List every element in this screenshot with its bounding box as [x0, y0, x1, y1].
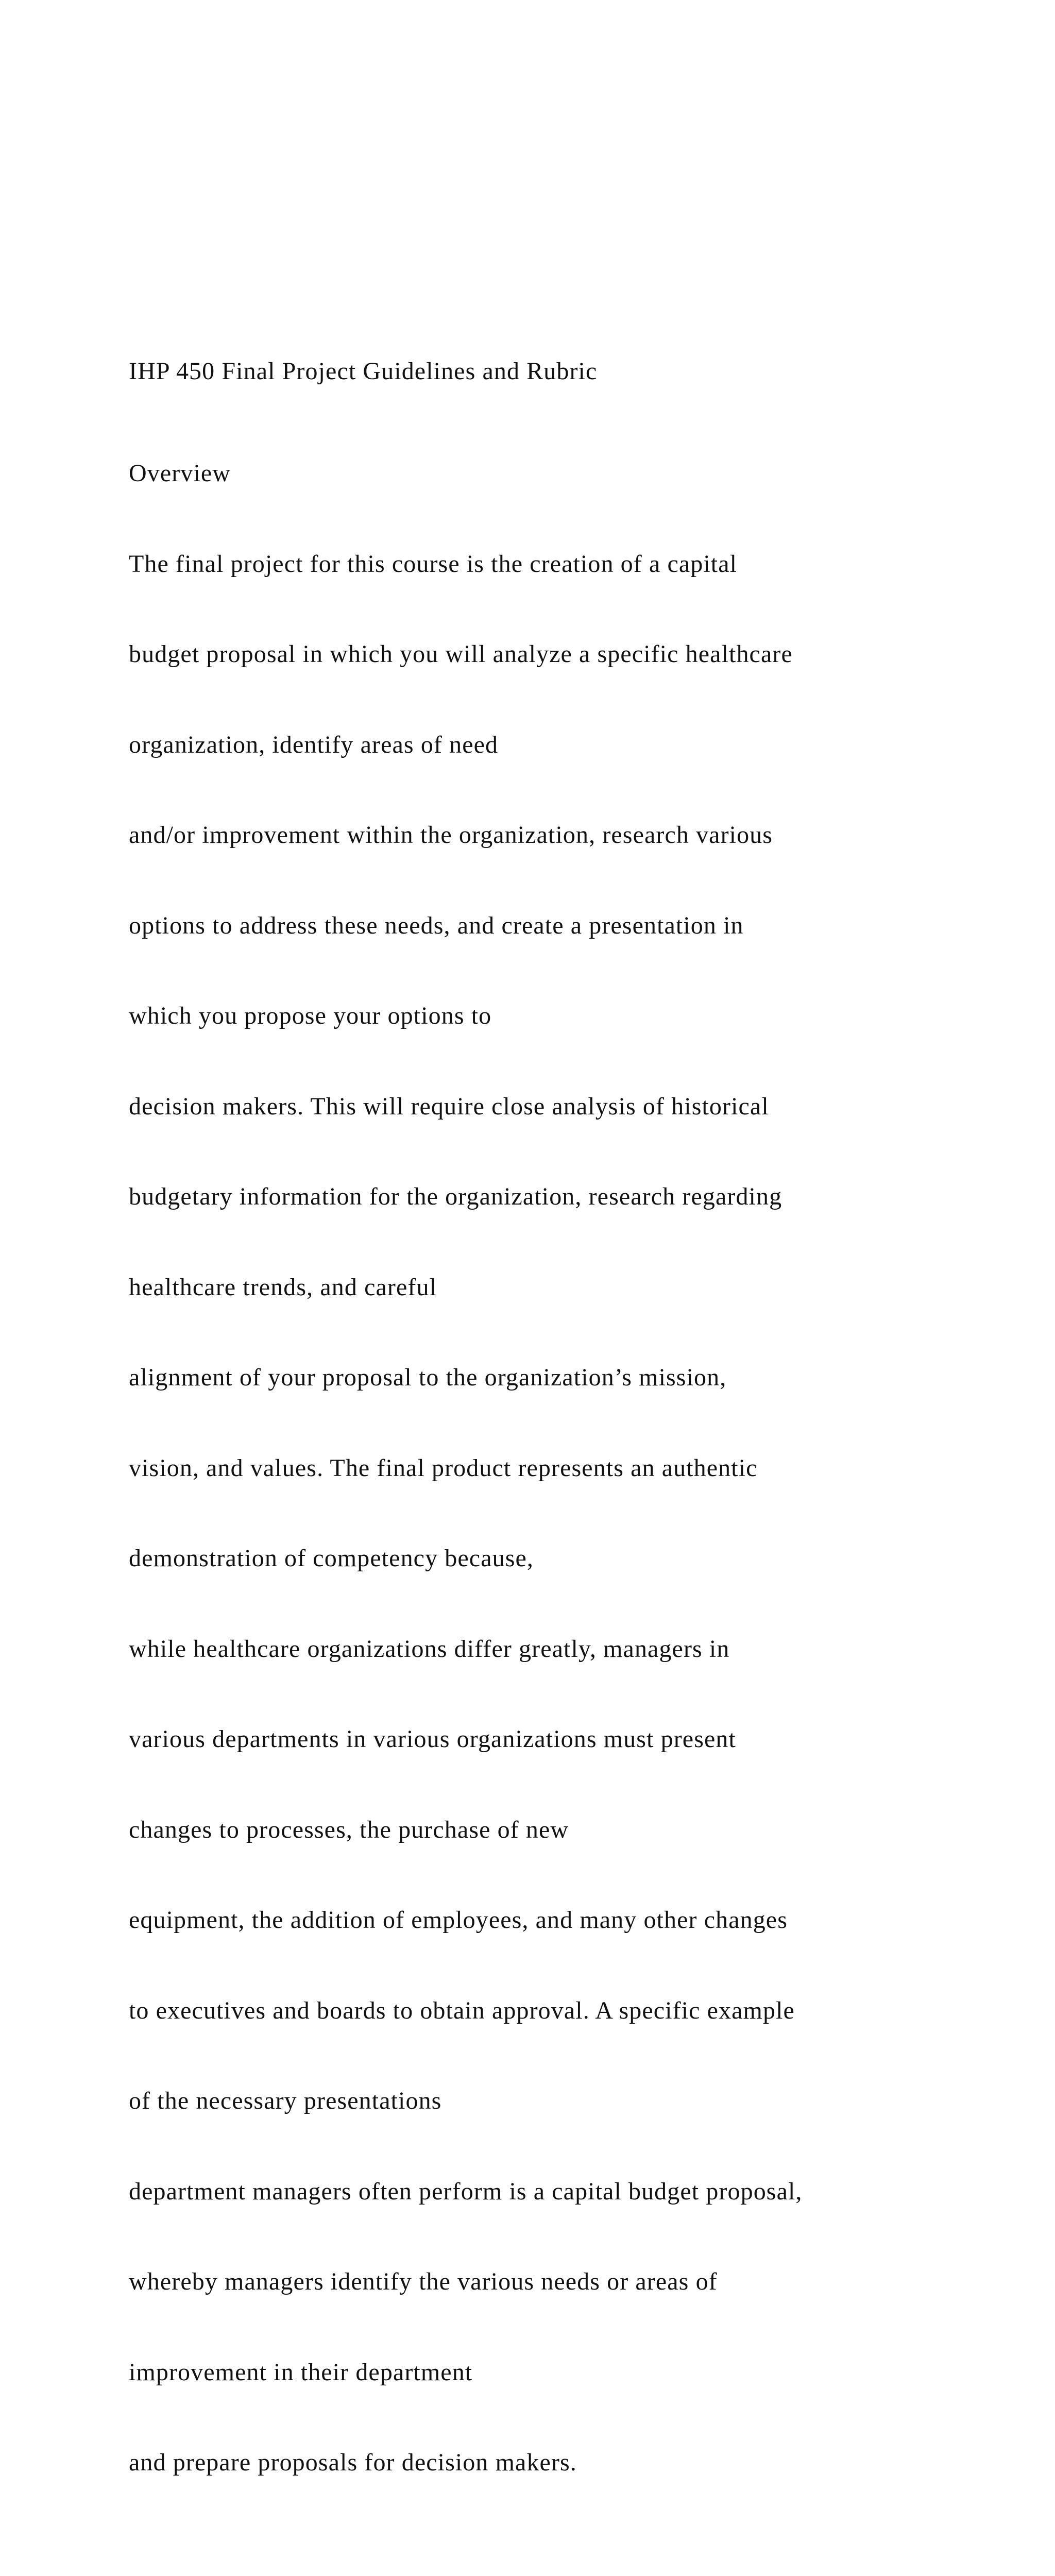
body-line: alignment of your proposal to the organization’s mission, [129, 1364, 727, 1391]
body-line: of the necessary presentations [129, 2087, 442, 2114]
body-line: which you propose your options to [129, 1002, 492, 1029]
body-line: budgetary information for the organization, research regarding [129, 1183, 782, 1210]
body-line: equipment, the addition of employees, and many other changes [129, 1906, 788, 1934]
body-line: organization, identify areas of need [129, 731, 499, 758]
body-line: demonstration of competency because, [129, 1545, 534, 1572]
title-line: IHP 450 Final Project Guidelines and Rubric [129, 358, 598, 385]
body-line: various departments in various organizations must present [129, 1725, 736, 1753]
body-line: improvement in their department [129, 2358, 473, 2386]
body-line: and prepare proposals for decision makers. [129, 2449, 577, 2476]
body-line: department managers often perform is a capital budget proposal, [129, 2177, 803, 2205]
body-line: decision makers. This will require close analysis of historical [129, 1092, 769, 1120]
blank-line [129, 2536, 1046, 2570]
body-line: and/or improvement within the organization, research various [129, 821, 773, 849]
body-line: vision, and values. The final product represents an authentic [129, 1454, 758, 1482]
section-heading-overview: Overview [129, 460, 231, 487]
body-line: healthcare trends, and careful [129, 1273, 437, 1301]
body-line: changes to processes, the purchase of new [129, 1816, 569, 1843]
body-line: budget proposal in which you will analyze a specific healthcare [129, 640, 793, 668]
body-line: whereby managers identify the various needs or areas of [129, 2268, 718, 2295]
body-line: options to address these needs, and create a presentation in [129, 911, 744, 939]
body-line: The final project for this course is the creation of a capital [129, 550, 738, 578]
document-body [129, 400, 1046, 2576]
body-line: while healthcare organizations differ greatly, managers in [129, 1635, 730, 1663]
body-line: to executives and boards to obtain approval. A specific example [129, 1996, 795, 2024]
